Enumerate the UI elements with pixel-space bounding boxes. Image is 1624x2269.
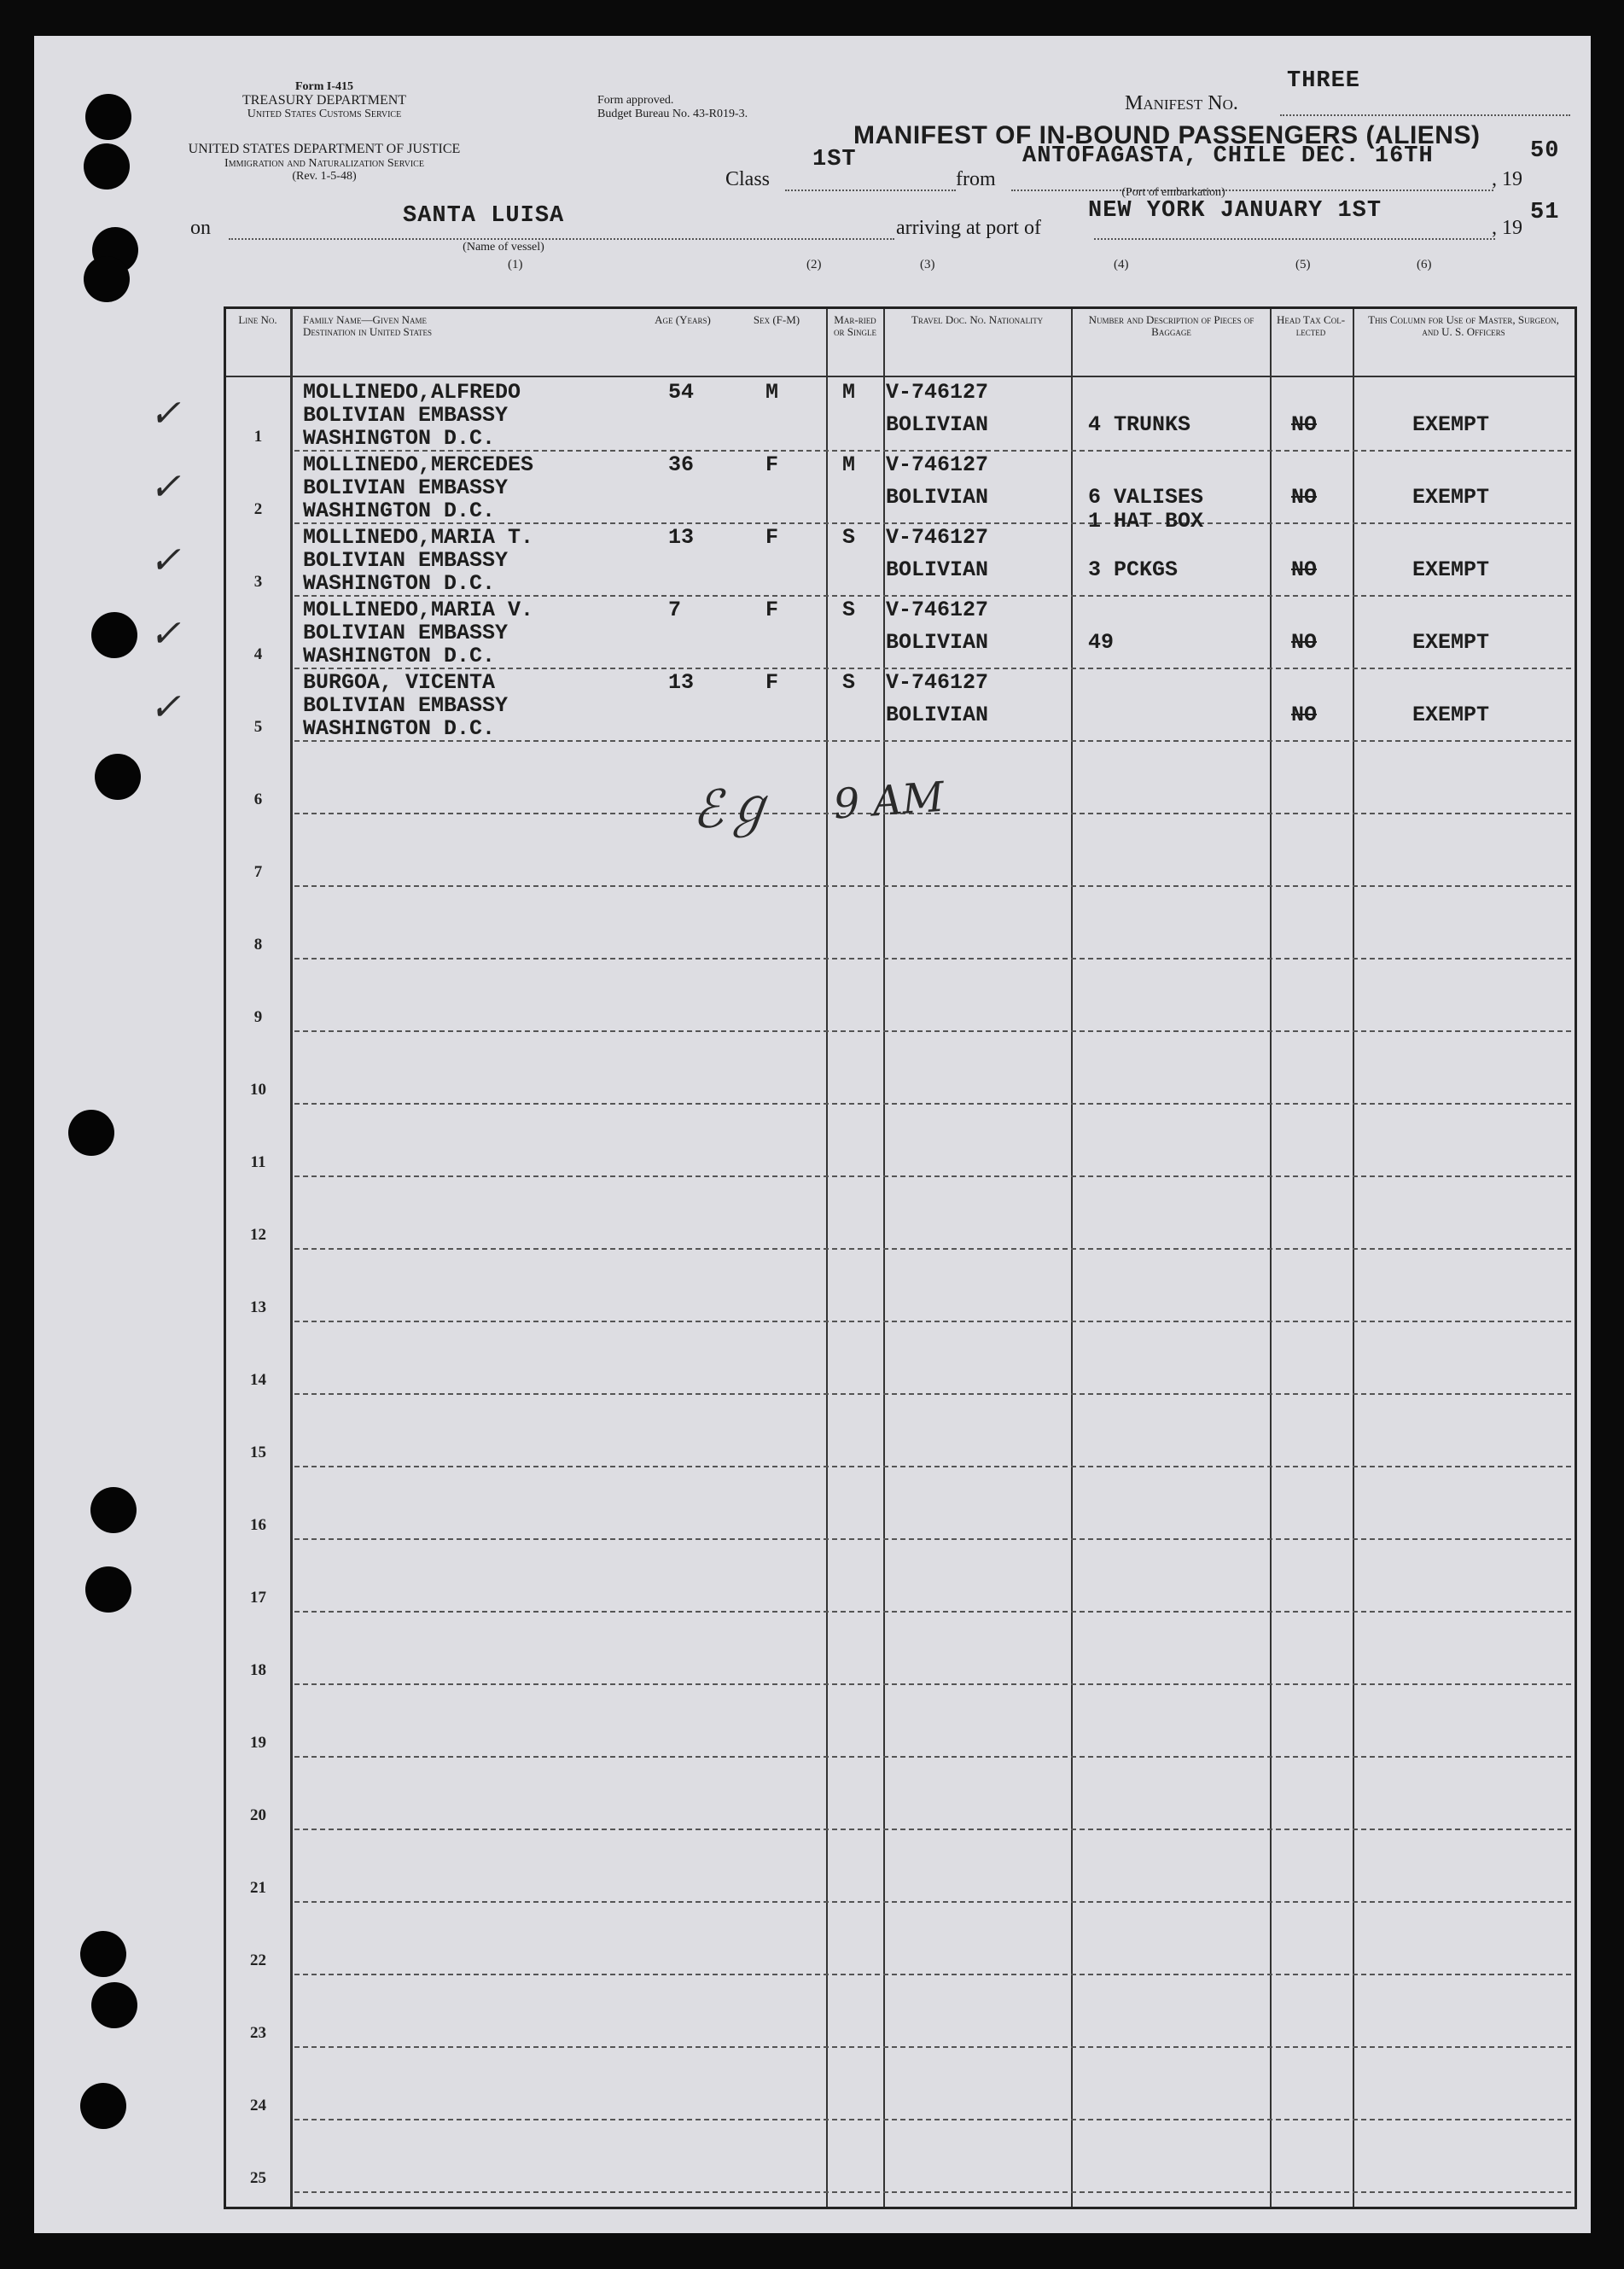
manifest-no-value: THREE (1287, 68, 1361, 94)
customs-service: United States Customs Service (247, 108, 402, 120)
line-number: 25 (250, 2169, 266, 2187)
line-number: 1 (253, 428, 263, 446)
vessel-label: (Name of vessel) (463, 241, 544, 254)
passenger-nationality: BOLIVIAN (886, 703, 989, 727)
table-row (226, 452, 1575, 534)
table-row (226, 1105, 1575, 1177)
line-number: 17 (250, 1589, 266, 1607)
head-tax: NO (1291, 557, 1318, 582)
passenger-destination-1: BOLIVIAN EMBASSY (303, 475, 509, 500)
arriving-value: NEW YORK JANUARY 1ST (1088, 198, 1382, 224)
punch-hole (68, 1110, 114, 1156)
justice-dept: UNITED STATES DEPARTMENT OF JUSTICE (188, 142, 461, 156)
from-value: ANTOFAGASTA, CHILE DEC. 16TH (1022, 143, 1434, 169)
punch-hole (85, 94, 131, 140)
header-sex: Sex (F-M) (753, 313, 800, 326)
header-baggage: Number and Description of Pieces of Baggage (1088, 313, 1254, 338)
line-number: 21 (250, 1879, 266, 1897)
passenger-nationality: BOLIVIAN (886, 485, 989, 510)
manifest-sheet (34, 36, 1591, 2233)
passenger-married: M (842, 380, 856, 405)
line-number: 10 (250, 1081, 266, 1099)
passenger-destination-2: WASHINGTON D.C. (303, 644, 496, 668)
table-row (226, 524, 1575, 597)
table-row (226, 1613, 1575, 1685)
passenger-age: 36 (668, 452, 695, 477)
arriving-label: arriving at port of (896, 217, 1041, 239)
passenger-sex: M (765, 380, 779, 405)
line-number: 4 (253, 645, 263, 663)
table-row (226, 2120, 1575, 2193)
ins-service: Immigration and Naturalization Service (224, 157, 424, 170)
table-row (226, 960, 1575, 1032)
treasury-dept: TREASURY DEPARTMENT (242, 93, 407, 108)
travel-doc-no: V-746127 (886, 670, 989, 695)
table-row (226, 669, 1575, 742)
vessel-line (229, 238, 894, 240)
passenger-age: 13 (668, 525, 695, 550)
header-rule (226, 376, 1575, 377)
head-tax: NO (1291, 703, 1318, 727)
punch-hole (91, 612, 137, 658)
passenger-age: 13 (668, 670, 695, 695)
passenger-name: MOLLINEDO,MARIA V. (303, 598, 534, 622)
line-number: 8 (253, 936, 263, 954)
margin-checkmarks: ✓ ✓ ✓ ✓ ✓ (149, 392, 181, 729)
line-number: 18 (250, 1661, 266, 1679)
line-number: 23 (250, 2024, 266, 2042)
table-row (226, 597, 1575, 669)
table-row (226, 1975, 1575, 2048)
baggage-desc: 49 (1088, 630, 1115, 655)
line-number: 16 (250, 1516, 266, 1534)
passenger-destination-1: BOLIVIAN EMBASSY (303, 621, 509, 645)
punch-hole (84, 256, 130, 302)
head-tax: NO (1291, 412, 1318, 437)
table-row (226, 1395, 1575, 1467)
passenger-sex: F (765, 670, 779, 695)
passenger-married: S (842, 670, 856, 695)
passenger-name: MOLLINEDO,MERCEDES (303, 452, 534, 477)
col-num-6: (6) (1417, 258, 1432, 271)
head-tax: NO (1291, 485, 1318, 510)
table-row (226, 1903, 1575, 1975)
table-row (226, 1250, 1575, 1322)
passenger-destination-1: BOLIVIAN EMBASSY (303, 693, 509, 718)
line-number: 15 (250, 1444, 266, 1461)
travel-doc-no: V-746127 (886, 525, 989, 550)
officers-note: EXEMPT (1412, 557, 1490, 582)
table-row (226, 1467, 1575, 1540)
passenger-nationality: BOLIVIAN (886, 630, 989, 655)
line-number: 9 (253, 1008, 263, 1026)
passenger-nationality: BOLIVIAN (886, 412, 989, 437)
line-number: 22 (250, 1951, 266, 1969)
passenger-married: S (842, 598, 856, 622)
class-label: Class (725, 168, 771, 190)
header-age: Age (Years) (655, 313, 711, 326)
passenger-age: 54 (668, 380, 695, 405)
form-revision: (Rev. 1-5-48) (292, 170, 357, 183)
class-value: 1ST (812, 147, 857, 172)
manifest-title: MANIFEST OF IN-BOUND PASSENGERS (ALIENS) (853, 121, 1481, 149)
punch-hole (85, 1566, 131, 1613)
punch-hole (95, 754, 141, 800)
passenger-destination-2: WASHINGTON D.C. (303, 716, 496, 741)
budget-bureau: Budget Bureau No. 43-R019-3. (597, 108, 748, 120)
baggage-desc: 3 PCKGS (1088, 557, 1179, 582)
on-label: on (190, 217, 211, 239)
row-rule (294, 2191, 1571, 2193)
table-row (226, 1177, 1575, 1250)
from-label: from (956, 168, 996, 190)
col-num-1: (1) (508, 258, 523, 271)
line-number: 20 (250, 1806, 266, 1824)
manifest-table (224, 306, 1577, 2209)
passenger-destination-1: BOLIVIAN EMBASSY (303, 403, 509, 428)
officers-note: EXEMPT (1412, 485, 1490, 510)
line-number: 3 (253, 573, 263, 591)
header-officers: This Column for Use of Master, Surgeon, and U. S. Officers (1368, 313, 1559, 338)
head-tax: NO (1291, 630, 1318, 655)
arriving-line (1094, 238, 1495, 240)
col-num-3: (3) (920, 258, 935, 271)
passenger-sex: F (765, 598, 779, 622)
header-married: Mar-ried or Single (834, 313, 876, 338)
table-row (226, 1830, 1575, 1903)
line-number: 14 (250, 1371, 266, 1389)
line-number: 7 (253, 863, 263, 881)
travel-doc-no: V-746127 (886, 380, 989, 405)
passenger-married: S (842, 525, 856, 550)
form-number: Form I-415 (294, 80, 354, 93)
line-number: 12 (250, 1226, 266, 1244)
passenger-destination-2: WASHINGTON D.C. (303, 571, 496, 596)
passenger-destination-2: WASHINGTON D.C. (303, 499, 496, 523)
punch-hole (84, 143, 130, 190)
passenger-age: 7 (668, 598, 682, 622)
travel-doc-no: V-746127 (886, 598, 989, 622)
punch-hole (91, 1982, 137, 2028)
handwritten-stamp: ℰℊ 9 AM (690, 773, 946, 842)
line-number: 11 (250, 1153, 266, 1171)
baggage-desc: 4 TRUNKS (1088, 412, 1191, 437)
manifest-no-label: Manifest No. (1125, 92, 1238, 114)
year2-prefix: , 19 (1492, 217, 1522, 239)
passenger-married: M (842, 452, 856, 477)
header-line-no: Line No. (238, 313, 277, 326)
table-row (226, 1322, 1575, 1395)
table-row (226, 1032, 1575, 1105)
table-row (226, 1685, 1575, 1758)
table-row (226, 1540, 1575, 1613)
punch-hole (90, 1487, 137, 1533)
passenger-nationality: BOLIVIAN (886, 557, 989, 582)
passenger-name: MOLLINEDO,MARIA T. (303, 525, 534, 550)
line-number: 19 (250, 1734, 266, 1752)
year1-prefix: , 19 (1492, 168, 1522, 190)
form-approved: Form approved. (597, 94, 674, 107)
punch-hole (80, 1931, 126, 1977)
table-row (226, 2048, 1575, 2120)
baggage-desc-2: 1 HAT BOX (1088, 509, 1204, 534)
line-number: 5 (253, 718, 263, 736)
baggage-desc: 6 VALISES (1088, 485, 1204, 510)
vessel-value: SANTA LUISA (403, 203, 565, 229)
class-line (785, 190, 956, 191)
line-number: 24 (250, 2097, 266, 2114)
table-row (226, 379, 1575, 452)
punch-hole (80, 2083, 126, 2129)
col-num-4: (4) (1114, 258, 1129, 271)
passenger-name: MOLLINEDO,ALFREDO (303, 380, 521, 405)
year1-value: 50 (1530, 138, 1560, 164)
line-number: 13 (250, 1298, 266, 1316)
header-name: Family Name—Given Name Destination in United States (303, 313, 433, 338)
passenger-name: BURGOA, VICENTA (303, 670, 496, 695)
officers-note: EXEMPT (1412, 630, 1490, 655)
col-num-2: (2) (806, 258, 822, 271)
header-travel-doc: Travel Doc. No. Nationality (911, 313, 1044, 326)
port-embarkation-label: (Port of embarkation) (1121, 186, 1225, 199)
officers-note: EXEMPT (1412, 703, 1490, 727)
passenger-sex: F (765, 525, 779, 550)
table-row (226, 1758, 1575, 1830)
year2-value: 51 (1530, 200, 1560, 225)
passenger-destination-1: BOLIVIAN EMBASSY (303, 548, 509, 573)
line-number: 6 (253, 790, 263, 808)
officers-note: EXEMPT (1412, 412, 1490, 437)
line-number: 2 (253, 500, 263, 518)
travel-doc-no: V-746127 (886, 452, 989, 477)
passenger-destination-2: WASHINGTON D.C. (303, 426, 496, 451)
col-num-5: (5) (1295, 258, 1311, 271)
passenger-sex: F (765, 452, 779, 477)
manifest-no-line (1280, 114, 1570, 116)
handwritten-time: 9 AM (831, 773, 946, 829)
table-row (226, 887, 1575, 960)
header-head-tax: Head Tax Col-lected (1276, 313, 1346, 338)
